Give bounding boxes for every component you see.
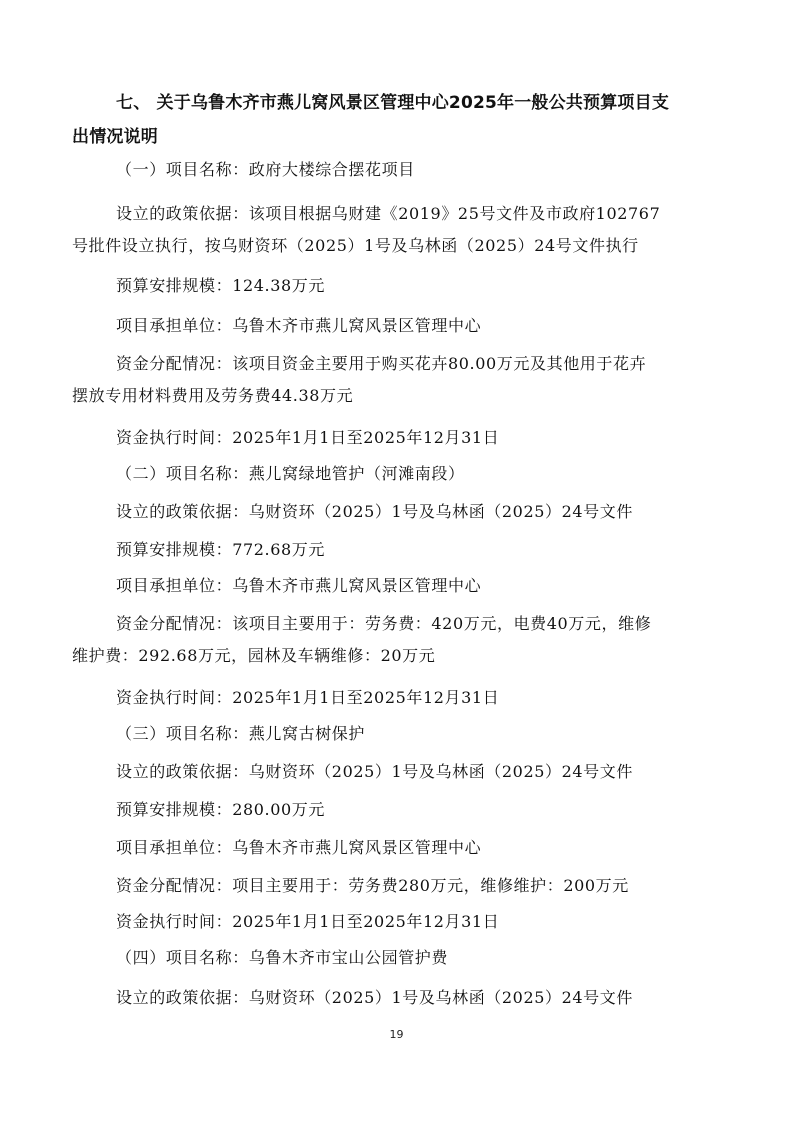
project-1-allocation: 资金分配情况：该项目资金主要用于购买花卉80.00万元及其他用于花卉 摆放专用材料费用及劳务费44.38万元 [72,354,647,405]
project-2-basis: 设立的政策依据：乌财资环（2025）1号及乌林函（2025）24号文件 [116,502,633,521]
page-number: 19 [389,1028,404,1041]
project-3-budget: 预算安排规模：280.00万元 [116,800,325,819]
project-2-title: （二）项目名称：燕儿窝绿地管护（河滩南段） [116,464,465,483]
project-1-period: 资金执行时间：2025年1月1日至2025年12月31日 [116,428,500,447]
project-1-title: （一）项目名称：政府大楼综合摆花项目 [116,160,415,179]
project-2-unit: 项目承担单位：乌鲁木齐市燕儿窝风景区管理中心 [116,576,482,595]
project-3-allocation: 资金分配情况：项目主要用于：劳务费280万元，维修维护：200万元 [116,876,629,895]
section-heading-line-2: 出情况说明 [72,127,158,147]
project-2-allocation: 资金分配情况：该项目主要用于：劳务费：420万元，电费40万元，维修 维护费：292.68万元，园林及车辆维修：20万元 [72,614,652,665]
project-1-basis: 设立的政策依据：该项目根据乌财建《2019》25号文件及市政府102767 号批件设立执行，按乌财资环（2025）1号及乌林函（2025）24号文件执行 [72,204,661,255]
project-4-title: （四）项目名称：乌鲁木齐市宝山公园管护费 [116,948,449,967]
project-1-unit: 项目承担单位：乌鲁木齐市燕儿窝风景区管理中心 [116,316,482,335]
section-heading-line-1: 七、 关于乌鲁木齐市燕儿窝风景区管理中心2025年一般公共预算项目支 [116,93,670,113]
project-3-period: 资金执行时间：2025年1月1日至2025年12月31日 [116,912,500,931]
project-3-title: （三）项目名称：燕儿窝古树保护 [116,724,366,743]
project-3-unit: 项目承担单位：乌鲁木齐市燕儿窝风景区管理中心 [116,838,482,857]
project-2-period: 资金执行时间：2025年1月1日至2025年12月31日 [116,688,500,707]
project-2-budget: 预算安排规模：772.68万元 [116,540,325,559]
project-3-basis: 设立的政策依据：乌财资环（2025）1号及乌林函（2025）24号文件 [116,762,633,781]
section-heading [72,86,722,154]
project-1-budget: 预算安排规模：124.38万元 [116,276,325,295]
project-4-basis: 设立的政策依据：乌财资环（2025）1号及乌林函（2025）24号文件 [116,988,633,1007]
